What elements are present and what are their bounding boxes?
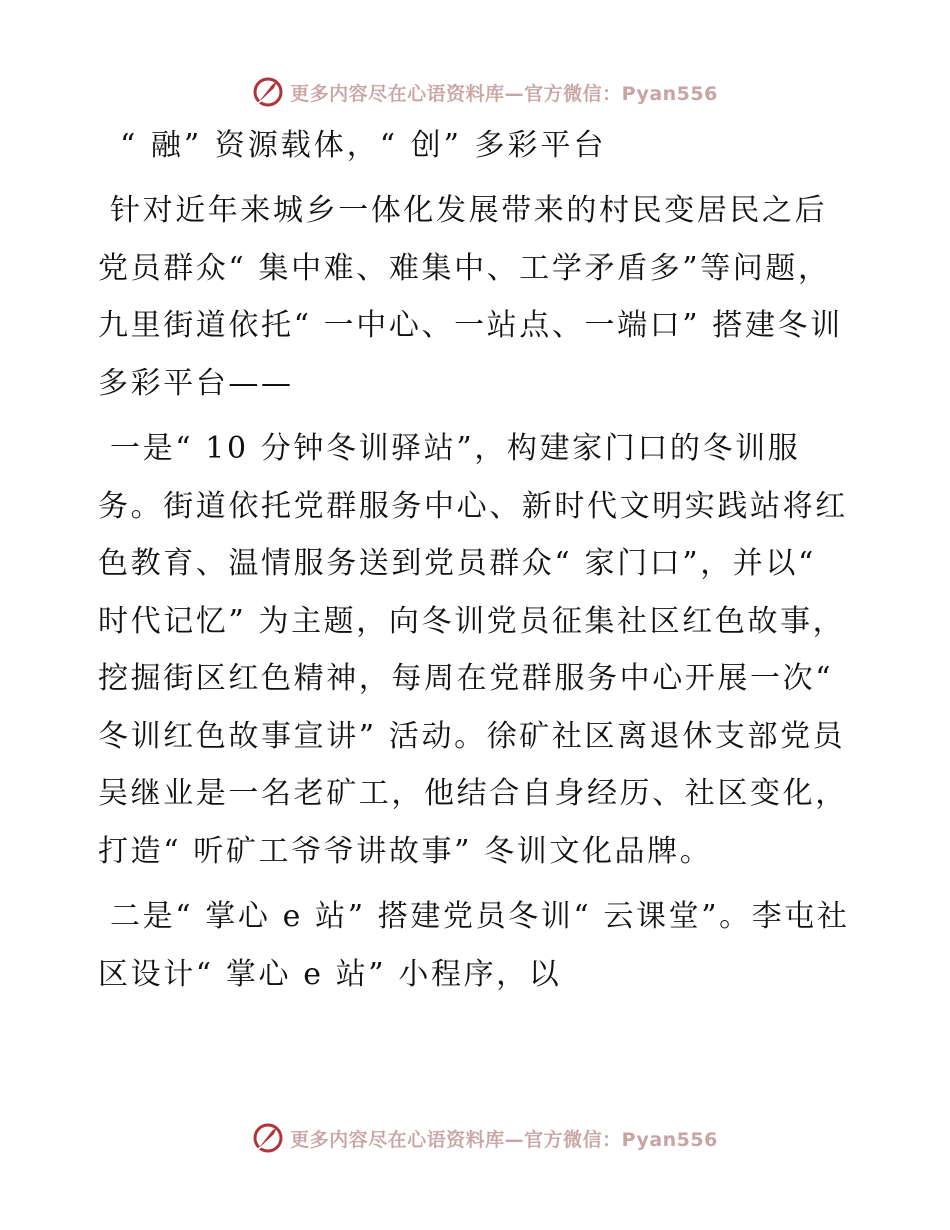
quill-logo-icon: [252, 1122, 284, 1154]
watermark-text: 更多内容尽在心语资料库—官方微信：Pyan556: [290, 82, 718, 105]
watermark-banner-top: [0, 72, 950, 112]
section-heading: “ 融” 资源载体，“ 创” 多彩平台: [120, 128, 607, 163]
paragraph-intro: 针对近年来城乡一体化发展带来的村民变居民之后党员群众“ 集中难、难集中、工学矛盾多”等问题，九里街道依托“ 一中心、一站点、一端口” 搭建冬训多彩平台——: [98, 193, 843, 401]
watermark-banner-bottom: [0, 1118, 950, 1158]
paragraph-point-two: 二是“ 掌心 e 站” 搭建党员冬训“ 云课堂”。李屯社区设计“ 掌心 e 站” 小程序，以: [98, 899, 850, 992]
quill-logo-icon: [252, 76, 284, 108]
watermark-content: [252, 1122, 718, 1154]
paragraph-point-one: 一是“ 10 分钟冬训驿站”，构建家门口的冬训服务。街道依托党群服务中心、新时代文明实践站将红色教育、温情服务送到党员群众“ 家门口”，并以“ 时代记忆” 为主题，向冬训党员征集社区红色故事，挖掘街区红色精神，每周在党群服务中心开展一次“ 冬训红色故事宣讲” 活动。徐矿社区离退休支部党员吴继业是一名老矿工，他结合自身经历、社区变化，打造“ 听矿工爷爷讲故事” 冬训文化品牌。: [98, 431, 848, 869]
watermark-text: 更多内容尽在心语资料库—官方微信：Pyan556: [290, 1128, 718, 1151]
watermark-content: [252, 76, 718, 108]
document-body: [98, 120, 858, 1011]
